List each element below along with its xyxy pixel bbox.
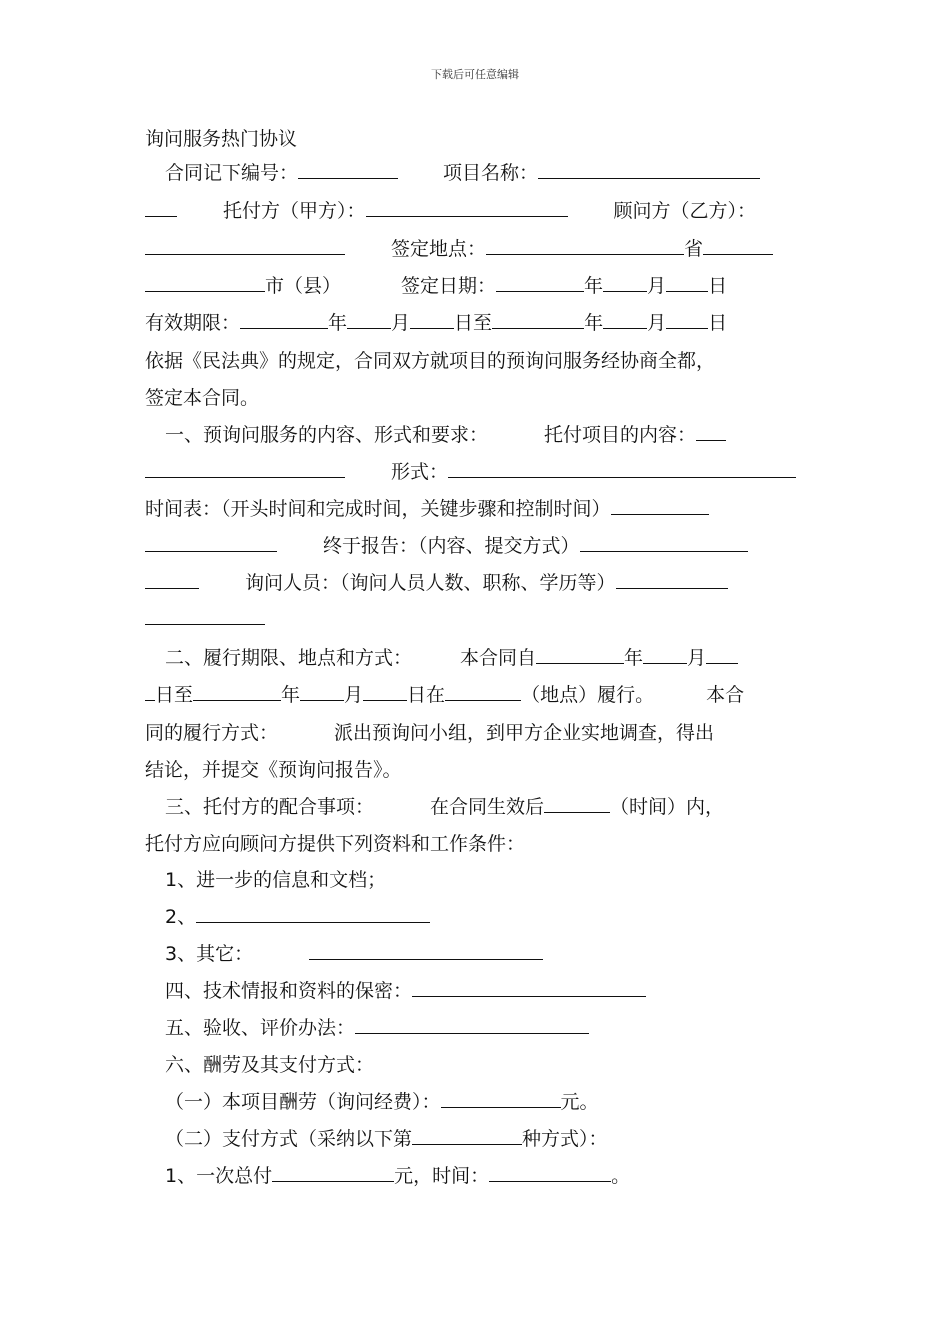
list-item bbox=[165, 904, 430, 930]
doc-line bbox=[165, 1089, 599, 1115]
doc-line bbox=[165, 645, 738, 671]
doc-line bbox=[145, 273, 727, 299]
schedule-blank-cont[interactable] bbox=[145, 533, 277, 552]
effective-time-blank[interactable] bbox=[544, 794, 610, 813]
year-label: 年 bbox=[328, 312, 348, 334]
year-label: 年 bbox=[281, 684, 301, 706]
list-item-2-label: 2、 bbox=[165, 906, 197, 928]
confidentiality-blank[interactable] bbox=[412, 978, 646, 997]
effective-after-label: 在合同生效后 bbox=[430, 796, 545, 818]
month-label: 月 bbox=[647, 312, 667, 334]
contract-number-blank[interactable] bbox=[298, 160, 398, 179]
yuan-label: 元。 bbox=[560, 1091, 599, 1113]
doc-line bbox=[165, 1163, 630, 1189]
month-label: 月 bbox=[391, 312, 411, 334]
day-label: 日 bbox=[708, 312, 728, 334]
consultant-label: 顾问方（乙方）： bbox=[613, 200, 757, 222]
item-2-blank[interactable] bbox=[196, 904, 430, 923]
sign-month-blank[interactable] bbox=[603, 273, 647, 292]
doc-line bbox=[165, 160, 760, 186]
project-name-blank-cont[interactable] bbox=[145, 198, 177, 217]
doc-line bbox=[165, 1015, 589, 1041]
client-blank[interactable] bbox=[366, 198, 568, 217]
section-6-heading: 六、酬劳及其支付方式： bbox=[165, 1054, 375, 1076]
valid-to-month-blank[interactable] bbox=[603, 310, 647, 329]
doc-paragraph: 结论，并提交《预询问报告》。 bbox=[145, 759, 402, 781]
contract-from-label: 本合同自 bbox=[460, 647, 537, 669]
month-label: 月 bbox=[344, 684, 364, 706]
sign-day-blank[interactable] bbox=[666, 273, 708, 292]
doc-line bbox=[165, 422, 726, 448]
staff-blank-cont[interactable] bbox=[145, 606, 265, 625]
location-perform-label: （地点）履行。 bbox=[521, 684, 655, 706]
to-label: 日至 bbox=[155, 684, 194, 706]
valid-from-year-blank[interactable] bbox=[240, 310, 328, 329]
doc-line bbox=[145, 236, 773, 262]
year-label: 年 bbox=[584, 275, 604, 297]
page-header: 下载后可任意编辑 bbox=[431, 68, 519, 81]
final-report-blank[interactable] bbox=[580, 533, 748, 552]
staff-label: 询问人员：（询问人员人数、职称、学历等） bbox=[245, 572, 616, 594]
month-label: 月 bbox=[647, 275, 667, 297]
section-3-heading: 三、托付方的配合事项： bbox=[165, 796, 375, 818]
perf-to-day-blank[interactable] bbox=[363, 682, 407, 701]
project-name-blank[interactable] bbox=[538, 160, 760, 179]
time-within-label: （时间）内， bbox=[610, 796, 725, 818]
list-item bbox=[165, 941, 543, 967]
perf-to-year-blank[interactable] bbox=[193, 682, 281, 701]
year-label: 年 bbox=[584, 312, 604, 334]
section-1-heading: 一、预询问服务的内容、形式和要求： bbox=[165, 424, 489, 446]
list-item-3-label: 3、其它： bbox=[165, 943, 254, 965]
period-label: 。 bbox=[611, 1165, 631, 1187]
list-item: 1、进一步的信息和文档； bbox=[165, 869, 387, 891]
contract-method-label: 同的履行方式： bbox=[145, 722, 279, 744]
final-report-label: 终于报告：（内容、提交方式） bbox=[323, 535, 580, 557]
document-title: 询问服务热门协议 bbox=[145, 128, 298, 150]
province-label: 省 bbox=[684, 238, 704, 260]
consultant-blank[interactable] bbox=[145, 236, 345, 255]
to-label: 日至 bbox=[454, 312, 493, 334]
month-label: 月 bbox=[687, 647, 707, 669]
method-suffix-label: 种方式）： bbox=[522, 1128, 608, 1150]
doc-line bbox=[145, 682, 744, 708]
contract-method-label-start: 本合 bbox=[706, 684, 745, 706]
doc-line bbox=[145, 570, 728, 596]
sign-date-label: 签定日期： bbox=[401, 275, 497, 297]
validity-label: 有效期限： bbox=[145, 312, 241, 334]
content-blank-cont[interactable] bbox=[145, 459, 345, 478]
doc-line bbox=[145, 496, 709, 522]
day-label: 日 bbox=[708, 275, 728, 297]
sign-place-label: 签定地点： bbox=[391, 238, 487, 260]
form-label: 形式： bbox=[391, 461, 449, 483]
fee-label: （一）本项目酬劳（询问经费）： bbox=[165, 1091, 441, 1113]
perf-to-month-blank[interactable] bbox=[300, 682, 344, 701]
doc-paragraph: 依据《民法典》的规定，合同双方就项目的预询问服务经协商全都， bbox=[145, 350, 716, 372]
lump-sum-label: 1、一次总付 bbox=[165, 1165, 273, 1187]
city-blank[interactable] bbox=[145, 273, 265, 292]
section-4-heading: 四、技术情报和资料的保密： bbox=[165, 980, 413, 1002]
in-label: 日在 bbox=[407, 684, 446, 706]
perf-from-day-blank[interactable] bbox=[706, 645, 738, 664]
doc-line bbox=[145, 533, 748, 559]
valid-to-day-blank[interactable] bbox=[666, 310, 708, 329]
sign-year-blank[interactable] bbox=[496, 273, 584, 292]
doc-paragraph: 托付方应向顾问方提供下列资料和工作条件： bbox=[145, 833, 526, 855]
location-blank[interactable] bbox=[445, 682, 521, 701]
section-5-heading: 五、验收、评价办法： bbox=[165, 1017, 356, 1039]
perf-from-month-blank[interactable] bbox=[643, 645, 687, 664]
year-label: 年 bbox=[624, 647, 644, 669]
final-report-blank-cont[interactable] bbox=[145, 570, 199, 589]
doc-line bbox=[145, 310, 727, 336]
section-2-heading: 二、履行期限、地点和方式： bbox=[165, 647, 413, 669]
doc-line bbox=[165, 794, 724, 820]
yuan-time-label: 元，时间： bbox=[394, 1165, 490, 1187]
contract-method-text: 派出预询问小组，到甲方企业实地调查，得出 bbox=[334, 722, 715, 744]
doc-line bbox=[145, 720, 714, 746]
city-label: 市（县） bbox=[265, 275, 342, 297]
contract-number-label: 合同记下编号： bbox=[165, 162, 299, 184]
doc-paragraph: 签定本合同。 bbox=[145, 387, 260, 409]
valid-from-month-blank[interactable] bbox=[347, 310, 391, 329]
form-blank[interactable] bbox=[448, 459, 796, 478]
project-name-label: 项目名称： bbox=[443, 162, 539, 184]
fee-blank[interactable] bbox=[441, 1089, 561, 1108]
payment-method-label: （二）支付方式（采纳以下第 bbox=[165, 1128, 413, 1150]
schedule-blank[interactable] bbox=[611, 496, 709, 515]
valid-from-day-blank[interactable] bbox=[410, 310, 454, 329]
doc-line bbox=[165, 1126, 608, 1152]
doc-line bbox=[145, 198, 756, 224]
content-blank[interactable] bbox=[696, 422, 726, 441]
content-label: 托付项目的内容： bbox=[544, 424, 697, 446]
payment-time-blank[interactable] bbox=[489, 1163, 611, 1182]
staff-blank[interactable] bbox=[616, 570, 728, 589]
doc-line bbox=[165, 978, 646, 1004]
item-3-blank[interactable] bbox=[309, 941, 543, 960]
sign-place-blank[interactable] bbox=[486, 236, 684, 255]
perf-from-year-blank[interactable] bbox=[536, 645, 624, 664]
valid-to-year-blank[interactable] bbox=[492, 310, 584, 329]
lump-sum-blank[interactable] bbox=[272, 1163, 394, 1182]
client-label: 托付方（甲方）： bbox=[223, 200, 366, 222]
province-blank[interactable] bbox=[703, 236, 773, 255]
schedule-label: 时间表：（开头时间和完成时间，关键步骤和控制时间） bbox=[145, 498, 611, 520]
doc-line bbox=[145, 459, 796, 485]
doc-line bbox=[145, 606, 265, 632]
perf-from-day-blank-cont[interactable] bbox=[145, 682, 155, 701]
payment-method-blank[interactable] bbox=[412, 1126, 522, 1145]
acceptance-blank[interactable] bbox=[355, 1015, 589, 1034]
